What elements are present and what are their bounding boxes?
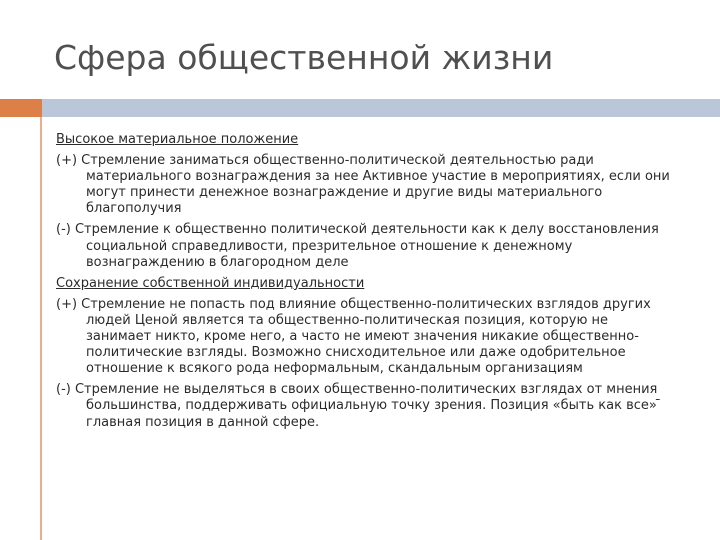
body-item-material-minus: (-) Стремление к общественно политической деятельности как к делу восстановления социальной справедливости, презрительное отношение к денежному вознаграждению в благородном деле <box>56 222 659 270</box>
body-item-material-plus: (+) Стремление заниматься общественно-политической деятельностью ради материального вознаграждения за нее Активное участие в мероприятиях, если они могут принести денежное вознаграждение и другие виды материального благополучия <box>56 153 670 217</box>
left-accent-line <box>40 117 42 540</box>
body-item-individuality-plus: (+) Стремление не попасть под влияние общественно-политических взглядов других людей Ценой является та общественно-политическая позиция, которую не занимает никто, кроме него, а часто не имеют значения никакие общественно-политические взгляды. Возможно снисходительное или даже одобрительное отношение к всякого рода неформальным, скандальным организациям <box>56 296 651 377</box>
slide-title: Сфера общественной жизни <box>54 38 554 77</box>
slide-body <box>56 132 671 436</box>
body-item-individuality-minus: (-) Стремление не выделяться в своих общественно-политических взглядах от мнения большинства, поддерживать официальную точку зрения. Позиция «быть как все» ̄ главная позиция в данной сфере. <box>56 382 661 430</box>
section-heading-material: Высокое материальное положение <box>56 132 299 147</box>
section-heading-individuality: Сохранение собственной индивидуальности <box>56 275 365 291</box>
title-accent-square <box>0 99 42 117</box>
title-divider-bar <box>42 99 720 117</box>
